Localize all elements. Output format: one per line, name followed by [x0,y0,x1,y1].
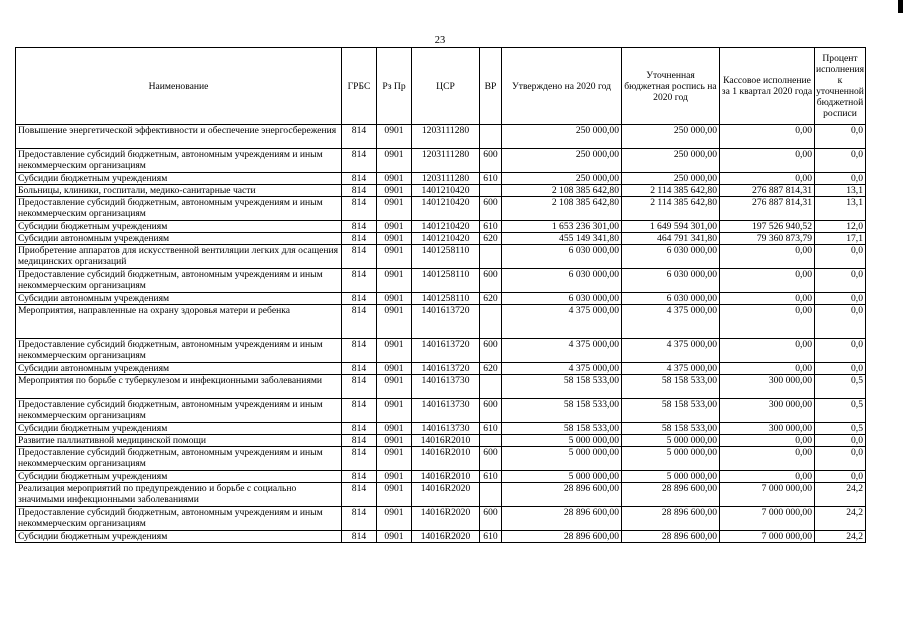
cell-approved: 6 030 000,00 [502,293,622,305]
cell-csr: 1401210420 [412,197,480,221]
table-header-row [16,48,866,125]
cell-rzpr: 0901 [377,305,412,339]
cell-name: Субсидии бюджетным учреждениям [16,221,342,233]
cell-rzpr: 0901 [377,221,412,233]
table-row [16,233,866,245]
cell-cash: 7 000 000,00 [720,483,815,507]
cell-vr: 610 [480,221,502,233]
cell-grbs: 814 [342,185,377,197]
cell-csr: 14016R2010 [412,435,480,447]
cell-grbs: 814 [342,269,377,293]
table-row [16,531,866,543]
cell-cash: 7 000 000,00 [720,507,815,531]
cell-name: Больницы, клиники, госпитали, медико-санитарные части [16,185,342,197]
cell-percent: 12,0 [815,221,866,233]
cell-refined: 28 896 600,00 [622,483,720,507]
cell-grbs: 814 [342,375,377,399]
cell-grbs: 814 [342,531,377,543]
cell-rzpr: 0901 [377,471,412,483]
cell-approved: 58 158 533,00 [502,423,622,435]
cell-vr: 620 [480,293,502,305]
cell-percent: 0,0 [815,245,866,269]
cell-csr: 14016R2010 [412,447,480,471]
cell-approved: 5 000 000,00 [502,447,622,471]
col-header-vr: ВР [480,48,502,125]
cell-grbs: 814 [342,399,377,423]
cell-cash: 0,00 [720,293,815,305]
table-row [16,375,866,399]
cell-rzpr: 0901 [377,245,412,269]
cell-rzpr: 0901 [377,293,412,305]
cell-grbs: 814 [342,245,377,269]
cell-vr: 610 [480,173,502,185]
cell-percent: 0,0 [815,149,866,173]
table-row [16,339,866,363]
table-row [16,483,866,507]
col-header-grbs: ГРБС [342,48,377,125]
table-row [16,363,866,375]
col-header-approved: Утверждено на 2020 год [502,48,622,125]
cell-vr: 620 [480,363,502,375]
cell-grbs: 814 [342,221,377,233]
cell-vr [480,245,502,269]
cell-approved: 2 108 385 642,80 [502,197,622,221]
cell-percent: 0,0 [815,363,866,375]
cell-vr: 600 [480,507,502,531]
cell-refined: 58 158 533,00 [622,423,720,435]
cell-percent: 13,1 [815,197,866,221]
cell-approved: 5 000 000,00 [502,435,622,447]
table-row [16,197,866,221]
table-row [16,293,866,305]
col-header-cash: Кассовое исполнение за 1 квартал 2020 года [720,48,815,125]
cell-rzpr: 0901 [377,531,412,543]
cell-vr: 600 [480,447,502,471]
cell-cash: 0,00 [720,447,815,471]
cell-refined: 6 030 000,00 [622,269,720,293]
cell-name: Предоставление субсидий бюджетным, автономным учреждениям и иным некоммерческим организациям [16,339,342,363]
col-header-csr: ЦСР [412,48,480,125]
table-row [16,507,866,531]
col-header-percent: Процент исполнения к уточненной бюджетной росписи [815,48,866,125]
cell-refined: 2 114 385 642,80 [622,185,720,197]
cell-approved: 250 000,00 [502,149,622,173]
cell-csr: 14016R2020 [412,531,480,543]
cell-percent: 0,5 [815,399,866,423]
cell-rzpr: 0901 [377,447,412,471]
cell-vr: 610 [480,531,502,543]
cell-csr: 1401258110 [412,293,480,305]
cell-cash: 0,00 [720,471,815,483]
cell-name: Субсидии автономным учреждениям [16,363,342,375]
cell-cash: 0,00 [720,435,815,447]
cell-vr: 610 [480,471,502,483]
cell-refined: 4 375 000,00 [622,339,720,363]
cell-grbs: 814 [342,125,377,149]
table-row [16,125,866,149]
cell-vr: 620 [480,233,502,245]
cell-csr: 1203111280 [412,149,480,173]
cell-csr: 14016R2020 [412,507,480,531]
budget-execution-table [15,47,866,543]
cell-csr: 1401613720 [412,305,480,339]
cell-cash: 0,00 [720,245,815,269]
cell-approved: 6 030 000,00 [502,245,622,269]
cell-percent: 0,5 [815,375,866,399]
cell-refined: 250 000,00 [622,125,720,149]
cell-rzpr: 0901 [377,269,412,293]
cell-percent: 0,0 [815,173,866,185]
cell-refined: 5 000 000,00 [622,471,720,483]
cell-grbs: 814 [342,293,377,305]
cell-csr: 1401210420 [412,233,480,245]
cell-grbs: 814 [342,173,377,185]
cell-csr: 1401210420 [412,185,480,197]
table-body [16,125,866,543]
cell-approved: 455 149 341,80 [502,233,622,245]
cell-approved: 28 896 600,00 [502,531,622,543]
table-row [16,245,866,269]
cell-name: Развитие паллиативной медицинской помощи [16,435,342,447]
table-row [16,269,866,293]
cell-rzpr: 0901 [377,363,412,375]
cell-percent: 0,5 [815,423,866,435]
col-header-name: Наименование [16,48,342,125]
cell-cash: 7 000 000,00 [720,531,815,543]
cell-grbs: 814 [342,471,377,483]
cell-csr: 1401613730 [412,423,480,435]
cell-percent: 0,0 [815,125,866,149]
cell-csr: 1401258110 [412,245,480,269]
cell-csr: 1401613730 [412,375,480,399]
cell-grbs: 814 [342,507,377,531]
cell-grbs: 814 [342,149,377,173]
cell-csr: 14016R2010 [412,471,480,483]
cell-vr [480,125,502,149]
cell-refined: 1 649 594 301,00 [622,221,720,233]
cell-approved: 1 653 236 301,00 [502,221,622,233]
cell-name: Предоставление субсидий бюджетным, автономным учреждениям и иным некоммерческим организациям [16,399,342,423]
cell-approved: 58 158 533,00 [502,375,622,399]
cell-vr: 600 [480,339,502,363]
cell-name: Предоставление субсидий бюджетным, автономным учреждениям и иным некоммерческим организациям [16,149,342,173]
cell-percent: 0,0 [815,305,866,339]
cell-refined: 28 896 600,00 [622,531,720,543]
cell-vr: 600 [480,269,502,293]
cell-name: Предоставление субсидий бюджетным, автономным учреждениям и иным некоммерческим организациям [16,507,342,531]
cell-rzpr: 0901 [377,173,412,185]
cell-name: Реализация мероприятий по предупреждению и борьбе с социально значимыми инфекционными заболеваниями [16,483,342,507]
cell-vr [480,185,502,197]
cell-rzpr: 0901 [377,233,412,245]
cell-grbs: 814 [342,423,377,435]
cell-approved: 4 375 000,00 [502,363,622,375]
cell-name: Предоставление субсидий бюджетным, автономным учреждениям и иным некоммерческим организациям [16,197,342,221]
cell-name: Мероприятия по борьбе с туберкулезом и инфекционными заболеваниями [16,375,342,399]
cell-rzpr: 0901 [377,483,412,507]
cell-name: Предоставление субсидий бюджетным, автономным учреждениям и иным некоммерческим организациям [16,269,342,293]
cell-csr: 1401210420 [412,221,480,233]
cell-rzpr: 0901 [377,125,412,149]
cell-cash: 79 360 873,79 [720,233,815,245]
cell-cash: 300 000,00 [720,399,815,423]
cell-cash: 0,00 [720,269,815,293]
cell-grbs: 814 [342,233,377,245]
cell-cash: 0,00 [720,149,815,173]
cell-approved: 250 000,00 [502,173,622,185]
cell-vr: 600 [480,197,502,221]
table-row [16,447,866,471]
cell-refined: 6 030 000,00 [622,293,720,305]
cell-rzpr: 0901 [377,399,412,423]
cell-refined: 28 896 600,00 [622,507,720,531]
cell-grbs: 814 [342,339,377,363]
cell-percent: 0,0 [815,293,866,305]
cell-percent: 24,2 [815,531,866,543]
cell-grbs: 814 [342,363,377,375]
cell-approved: 58 158 533,00 [502,399,622,423]
edge-mark [898,0,903,13]
cell-cash: 300 000,00 [720,375,815,399]
cell-name: Мероприятия, направленные на охрану здоровья матери и ребенка [16,305,342,339]
cell-refined: 4 375 000,00 [622,363,720,375]
table-row [16,399,866,423]
cell-vr [480,375,502,399]
cell-vr: 610 [480,423,502,435]
cell-name: Субсидии бюджетным учреждениям [16,471,342,483]
cell-rzpr: 0901 [377,375,412,399]
cell-name: Субсидии бюджетным учреждениям [16,531,342,543]
table-row [16,185,866,197]
cell-refined: 464 791 341,80 [622,233,720,245]
cell-percent: 24,2 [815,483,866,507]
cell-cash: 0,00 [720,305,815,339]
cell-name: Приобретение аппаратов для искусственной вентиляции легких для осащения медицинских организаций [16,245,342,269]
cell-rzpr: 0901 [377,507,412,531]
cell-approved: 5 000 000,00 [502,471,622,483]
cell-name: Предоставление субсидий бюджетным, автономным учреждениям и иным некоммерческим организациям [16,447,342,471]
col-header-rzpr: Рз Пр [377,48,412,125]
cell-cash: 0,00 [720,125,815,149]
cell-percent: 0,0 [815,269,866,293]
col-header-refined: Уточненная бюджетная роспись на 2020 год [622,48,720,125]
cell-refined: 5 000 000,00 [622,435,720,447]
cell-vr [480,305,502,339]
cell-name: Субсидии бюджетным учреждениям [16,423,342,435]
cell-grbs: 814 [342,197,377,221]
cell-percent: 0,0 [815,339,866,363]
cell-refined: 6 030 000,00 [622,245,720,269]
table-row [16,221,866,233]
cell-approved: 2 108 385 642,80 [502,185,622,197]
cell-percent: 0,0 [815,471,866,483]
cell-vr [480,483,502,507]
cell-approved: 4 375 000,00 [502,339,622,363]
cell-refined: 250 000,00 [622,173,720,185]
cell-refined: 58 158 533,00 [622,399,720,423]
cell-csr: 1401613720 [412,363,480,375]
cell-approved: 28 896 600,00 [502,507,622,531]
cell-refined: 58 158 533,00 [622,375,720,399]
cell-grbs: 814 [342,447,377,471]
cell-rzpr: 0901 [377,339,412,363]
cell-percent: 0,0 [815,435,866,447]
cell-grbs: 814 [342,435,377,447]
cell-refined: 5 000 000,00 [622,447,720,471]
page-number: 23 [434,35,446,46]
cell-percent: 13,1 [815,185,866,197]
cell-vr [480,435,502,447]
cell-percent: 24,2 [815,507,866,531]
table-row [16,471,866,483]
cell-approved: 4 375 000,00 [502,305,622,339]
cell-name: Субсидии бюджетным учреждениям [16,173,342,185]
table-row [16,173,866,185]
table-row [16,149,866,173]
cell-csr: 14016R2020 [412,483,480,507]
cell-csr: 1401613720 [412,339,480,363]
cell-approved: 250 000,00 [502,125,622,149]
cell-vr: 600 [480,399,502,423]
cell-vr: 600 [480,149,502,173]
cell-name: Субсидии автономным учреждениям [16,233,342,245]
cell-approved: 28 896 600,00 [502,483,622,507]
cell-rzpr: 0901 [377,423,412,435]
table-row [16,435,866,447]
cell-cash: 197 526 940,52 [720,221,815,233]
cell-cash: 300 000,00 [720,423,815,435]
cell-percent: 0,0 [815,447,866,471]
cell-approved: 6 030 000,00 [502,269,622,293]
cell-name: Субсидии автономным учреждениям [16,293,342,305]
cell-csr: 1401613730 [412,399,480,423]
cell-cash: 0,00 [720,339,815,363]
cell-rzpr: 0901 [377,435,412,447]
cell-cash: 276 887 814,31 [720,185,815,197]
cell-rzpr: 0901 [377,149,412,173]
cell-name: Повышение энергетической эффективности и обеспечение энергосбережения [16,125,342,149]
cell-rzpr: 0901 [377,197,412,221]
cell-grbs: 814 [342,305,377,339]
cell-percent: 17,1 [815,233,866,245]
cell-refined: 4 375 000,00 [622,305,720,339]
cell-csr: 1203111280 [412,125,480,149]
cell-refined: 250 000,00 [622,149,720,173]
table-row [16,305,866,339]
cell-cash: 276 887 814,31 [720,197,815,221]
cell-csr: 1401258110 [412,269,480,293]
cell-cash: 0,00 [720,363,815,375]
cell-cash: 0,00 [720,173,815,185]
cell-refined: 2 114 385 642,80 [622,197,720,221]
cell-csr: 1203111280 [412,173,480,185]
cell-grbs: 814 [342,483,377,507]
table-row [16,423,866,435]
cell-rzpr: 0901 [377,185,412,197]
